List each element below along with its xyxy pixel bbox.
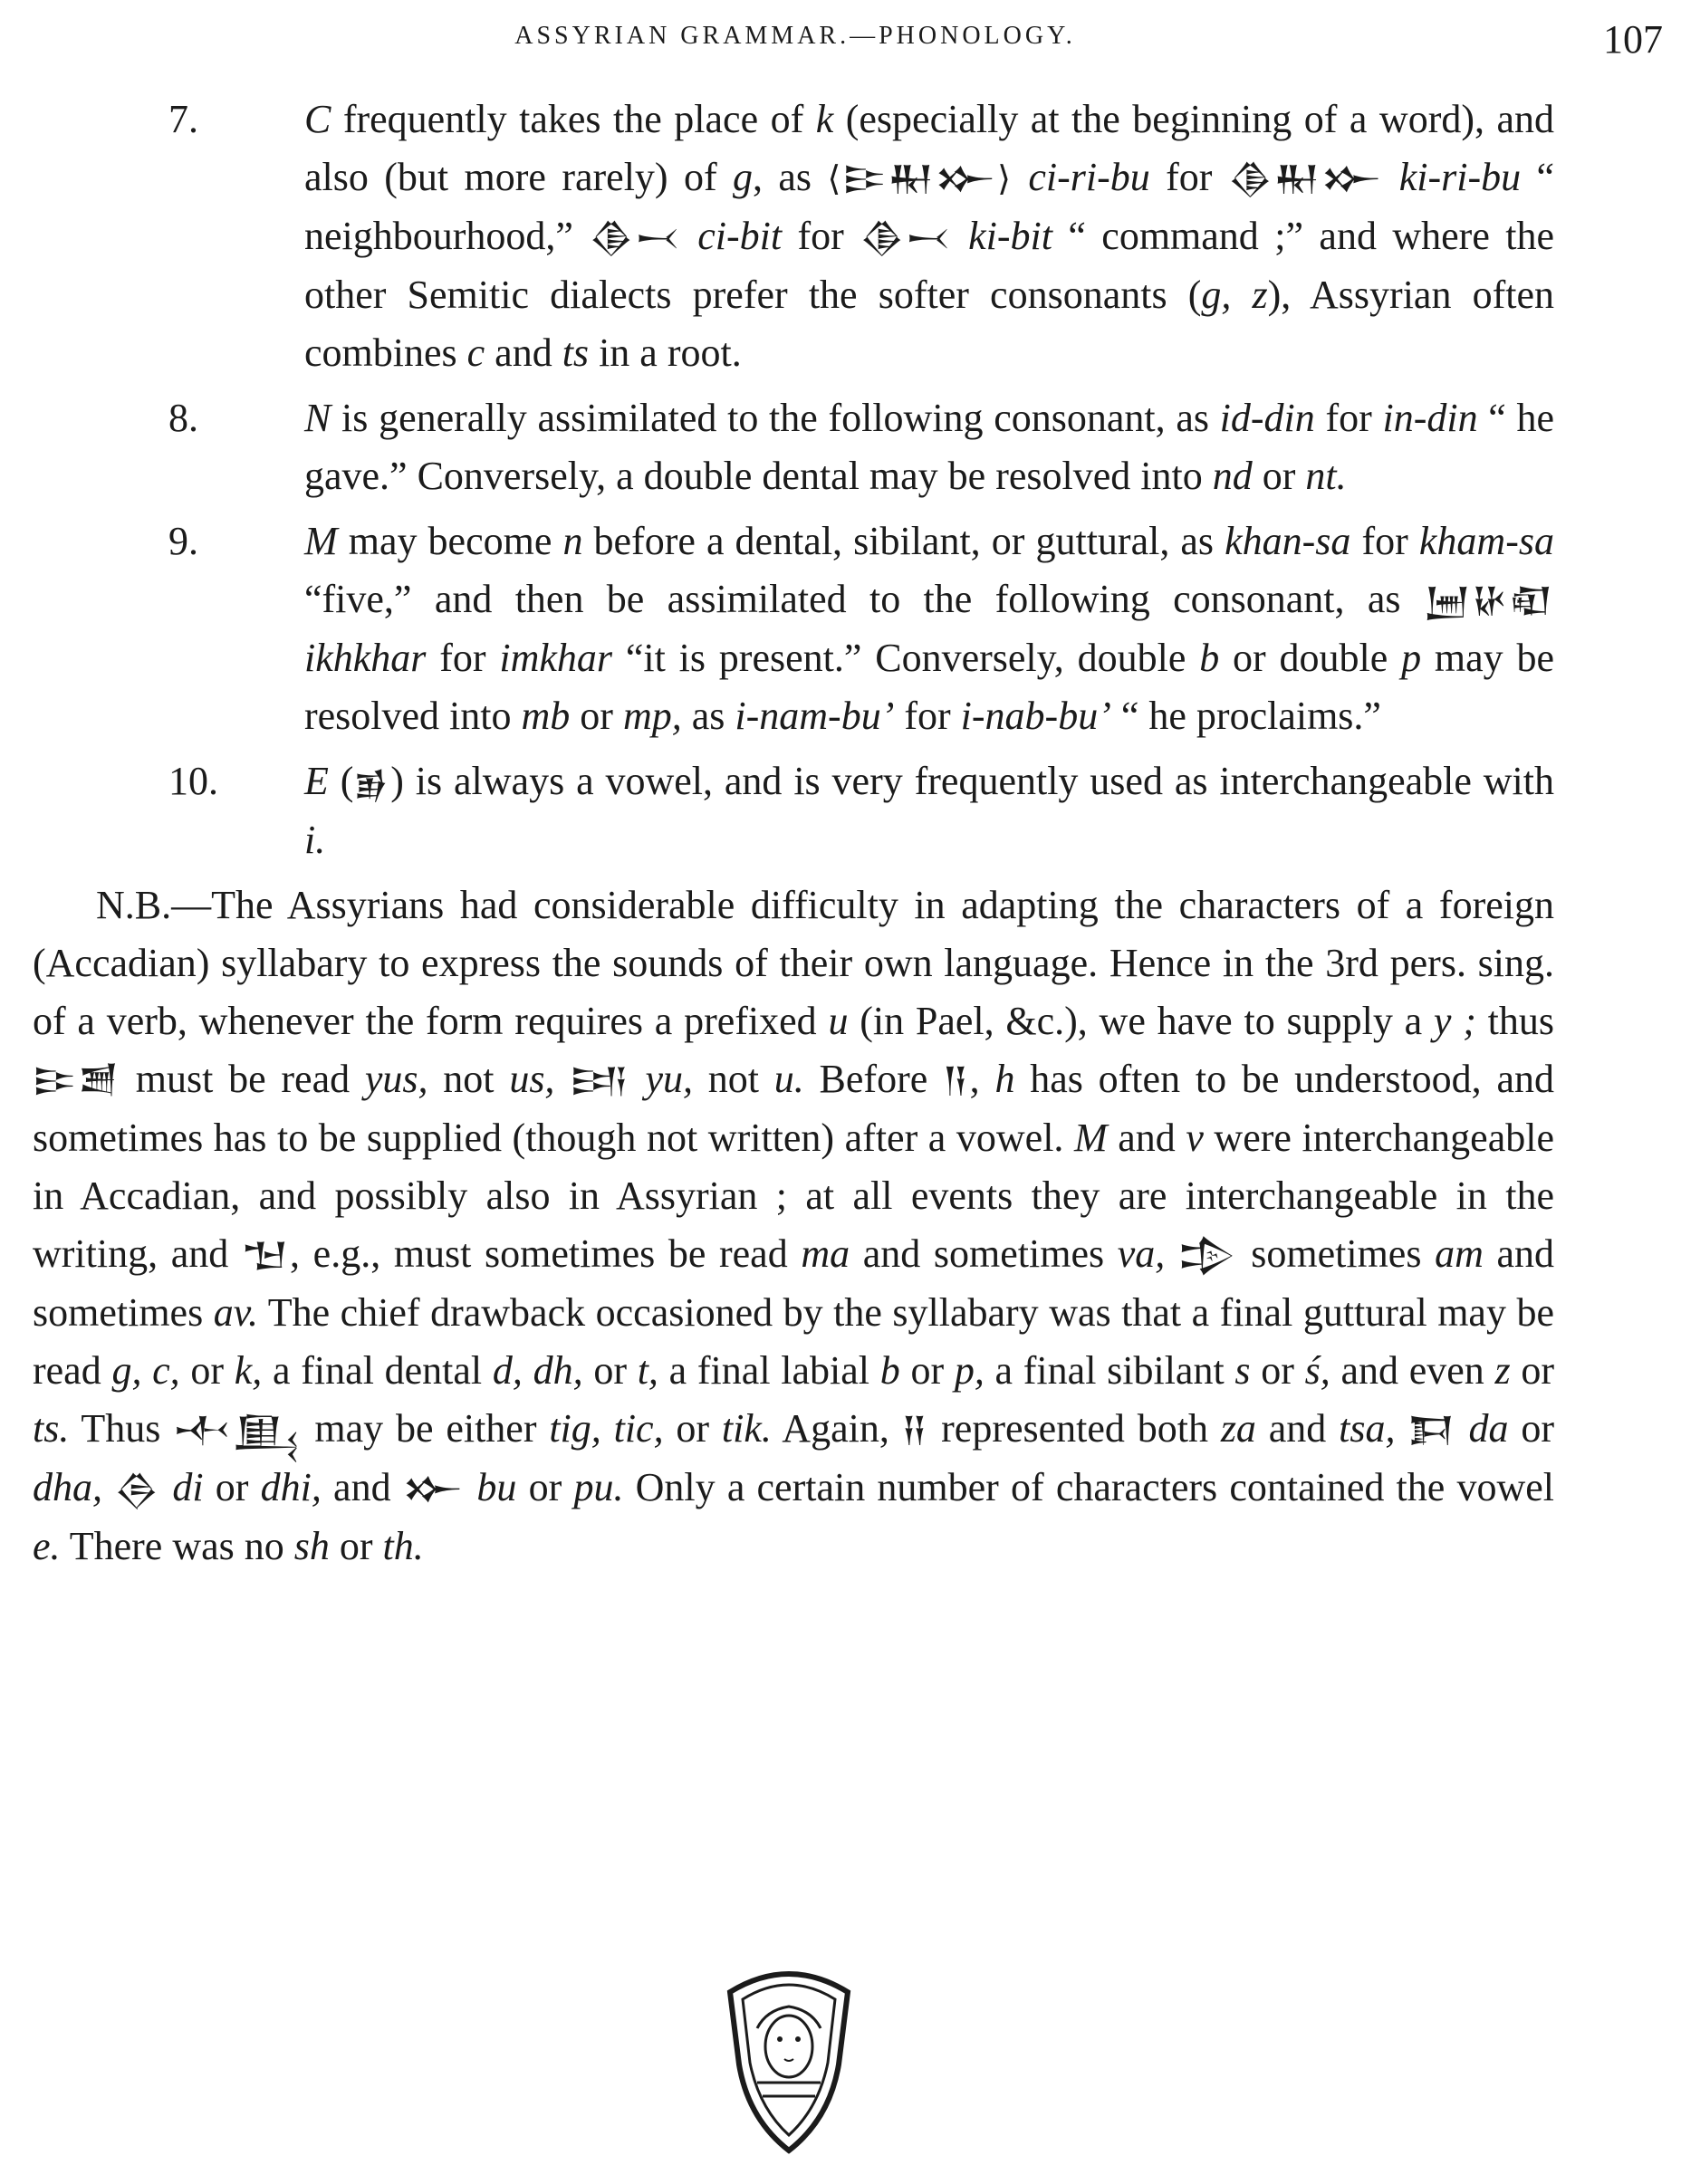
italic-term: c xyxy=(466,330,485,375)
text-run xyxy=(1395,1406,1407,1451)
cuneiform-glyphs: 𒅀 xyxy=(570,1060,630,1100)
text-run xyxy=(1383,155,1398,199)
cuneiform-glyphs: 𒆠𒁁 xyxy=(860,217,953,257)
text-run: were interchangeable in Accadian, and possibly also in Assyrian ; at all events they are interchangeable in the writing, and xyxy=(33,1116,1554,1276)
italic-term: id-din xyxy=(1219,396,1315,440)
item-number: 10. xyxy=(168,759,218,803)
text-run: and even xyxy=(1330,1348,1495,1393)
text-run: “five,” and then be assimilated to the following consonant, as xyxy=(304,577,1424,621)
text-run: There was no xyxy=(60,1524,294,1568)
text-run: or xyxy=(899,1348,955,1393)
text-run: , xyxy=(969,1057,995,1101)
text-run: or xyxy=(516,1465,574,1509)
page-header xyxy=(36,16,1663,71)
text-run: in a root. xyxy=(589,330,742,375)
text-run xyxy=(682,214,697,258)
text-run xyxy=(102,1465,114,1509)
text-run: “ he proclaims.” xyxy=(1110,694,1381,738)
list-item xyxy=(33,389,1554,505)
text-run: for xyxy=(426,636,500,680)
text-run: , e.g., must sometimes be read xyxy=(290,1231,802,1276)
text-run: must be read xyxy=(120,1057,365,1101)
italic-term: yu, xyxy=(645,1057,693,1101)
text-run: thus xyxy=(1475,999,1554,1043)
text-run: or xyxy=(582,1348,638,1393)
italic-term: M xyxy=(1074,1116,1108,1160)
text-run: “ he gave.” Conversely, a double dental may be resolved into xyxy=(304,396,1555,498)
text-run: or xyxy=(570,694,623,738)
tailpiece-ornament-icon xyxy=(721,1956,857,2155)
italic-term: p xyxy=(1401,636,1422,680)
italic-term: v xyxy=(1186,1116,1204,1160)
text-run: “it is present.” Conversely, double xyxy=(612,636,1200,680)
italic-term: M xyxy=(304,519,338,563)
text-run xyxy=(465,1465,476,1509)
text-run: is generally assimilated to the following consonant, as xyxy=(331,396,1220,440)
page-body xyxy=(33,91,1554,1615)
italic-term: in-din xyxy=(1382,396,1478,440)
italic-term: b xyxy=(1199,636,1220,680)
text-run: Thus xyxy=(69,1406,174,1451)
text-run: “ command ;” and where the other Semitic dialects prefer the softer consonants ( xyxy=(304,214,1555,317)
list-item xyxy=(33,752,1554,869)
cuneiform-glyphs: 𒄠 xyxy=(1177,1235,1238,1275)
cuneiform-glyphs: ⟨𒄿𒊑𒁍⟩ xyxy=(827,158,1013,198)
text-run: and xyxy=(1255,1406,1340,1451)
text-run: (especially at the beginning of a word), and also (but more rarely) of xyxy=(304,97,1555,199)
text-run: or xyxy=(1510,1348,1554,1393)
italic-term: ś, xyxy=(1304,1348,1330,1393)
item-number: 8. xyxy=(168,396,198,440)
italic-term: va, xyxy=(1117,1231,1166,1276)
text-run xyxy=(1013,155,1028,199)
italic-term: y ; xyxy=(1433,999,1476,1043)
italic-term: sh xyxy=(293,1524,330,1568)
text-run: “ neighbourhood,” xyxy=(304,155,1555,258)
text-run: ), Assyrian often combines xyxy=(304,273,1555,375)
text-run: for xyxy=(894,694,961,738)
running-head: ASSYRIAN GRAMMAR.—PHONOLOGY. xyxy=(514,22,1076,50)
text-run: or xyxy=(203,1465,261,1509)
italic-term: k xyxy=(815,97,834,141)
text-run xyxy=(554,1057,570,1101)
cuneiform-glyphs: 𒂊 xyxy=(353,762,391,802)
italic-term: ki-ri-bu xyxy=(1398,155,1522,199)
italic-term: ma xyxy=(801,1231,850,1276)
italic-term: g xyxy=(733,155,754,199)
page-number: 107 xyxy=(1603,17,1663,62)
italic-term: dha, xyxy=(33,1465,102,1509)
text-run: The chief drawback occasioned by the syllabary was that a final guttural may be read xyxy=(33,1290,1555,1393)
italic-term: E xyxy=(304,759,329,803)
italic-term: mp, xyxy=(622,694,682,738)
italic-term: imkhar xyxy=(499,636,613,680)
text-run: and sometimes xyxy=(850,1231,1118,1276)
italic-term: za xyxy=(1220,1406,1256,1451)
italic-term: e. xyxy=(33,1524,61,1568)
text-run: N.B.—The Assyrians had considerable difficulty in adapting the characters of a foreign (Accadian) syllabary to express the sounds of their own language. Hence in the 3rd pers. sing. of a verb, whenever the form requires a prefixed xyxy=(33,883,1554,1043)
cuneiform-glyphs: 𒁍 xyxy=(402,1469,466,1509)
cuneiform-glyphs: 𒍝 xyxy=(901,1410,929,1450)
cuneiform-glyphs: 𒋾𒅅 xyxy=(173,1410,303,1450)
italic-term: tsa, xyxy=(1339,1406,1396,1451)
text-run: or xyxy=(329,1524,383,1568)
text-run: not xyxy=(427,1057,510,1101)
text-run: and xyxy=(485,330,562,375)
italic-term: tik. xyxy=(721,1406,772,1451)
nb-paragraph xyxy=(33,876,1554,1576)
italic-term: yus, xyxy=(364,1057,428,1101)
italic-term: k, xyxy=(234,1348,263,1393)
italic-term: i-nam-bu’ xyxy=(735,694,895,738)
italic-term: ki-bit xyxy=(968,214,1052,258)
text-run: frequently takes the place of xyxy=(331,97,816,141)
cuneiform-glyphs: 𒁲 xyxy=(114,1469,161,1509)
text-run: before a dental, sibilant, or guttural, as xyxy=(582,519,1225,563)
italic-term: g, z xyxy=(1201,273,1268,317)
italic-term: khan-sa xyxy=(1225,519,1351,563)
text-run: Before xyxy=(803,1057,944,1101)
italic-term: s xyxy=(1234,1348,1251,1393)
text-run: and xyxy=(321,1465,403,1509)
italic-term: i. xyxy=(304,818,326,862)
italic-term: C xyxy=(304,97,331,141)
text-run: a final labial xyxy=(658,1348,880,1393)
cuneiform-glyphs: 𒈠 xyxy=(241,1235,291,1275)
cuneiform-glyphs: 𒆠𒊑𒁍 xyxy=(1227,158,1384,198)
italic-term: kham-sa xyxy=(1418,519,1554,563)
text-run xyxy=(160,1465,172,1509)
cuneiform-glyphs: 𒄿𒍪 xyxy=(33,1060,120,1100)
item-text xyxy=(304,759,1554,862)
italic-term: nd xyxy=(1212,454,1253,498)
italic-term: pu. xyxy=(573,1465,624,1509)
text-run: a final sibilant xyxy=(984,1348,1235,1393)
italic-term: i-nab-bu’ xyxy=(960,694,1111,738)
italic-term: di xyxy=(172,1465,204,1509)
text-run: or double xyxy=(1219,636,1402,680)
italic-term: av. xyxy=(213,1290,258,1335)
text-run: , as xyxy=(753,155,828,199)
italic-term: mb xyxy=(521,694,571,738)
text-run: and sometimes xyxy=(33,1231,1555,1335)
item-text xyxy=(304,519,1554,738)
italic-term: b xyxy=(879,1348,900,1393)
italic-term: ts. xyxy=(33,1406,70,1451)
text-run: or xyxy=(1508,1406,1555,1451)
text-run: not xyxy=(692,1057,774,1101)
italic-term: ci-ri-bu xyxy=(1028,155,1150,199)
text-run xyxy=(630,1057,646,1101)
italic-term: th. xyxy=(382,1524,424,1568)
cuneiform-glyphs: 𒆠𒁁 xyxy=(589,217,682,257)
text-run: a final dental xyxy=(262,1348,493,1393)
italic-term: g, c, xyxy=(111,1348,180,1393)
text-run: has often to be understood, and sometimes has to be supplied (though not written) after a vowel. xyxy=(33,1057,1554,1160)
italic-term: nt. xyxy=(1305,454,1347,498)
cuneiform-glyphs: 𒀀 xyxy=(943,1060,970,1100)
list-item xyxy=(33,91,1554,382)
italic-term: u xyxy=(828,999,849,1043)
italic-term: t, xyxy=(637,1348,658,1393)
text-run: represented both xyxy=(928,1406,1221,1451)
text-run: may be resolved into xyxy=(304,636,1555,738)
italic-term: ci-bit xyxy=(697,214,783,258)
italic-term: am xyxy=(1435,1231,1484,1276)
item-text xyxy=(304,97,1554,375)
text-run: (in Pael, &c.), we have to supply a xyxy=(848,999,1434,1043)
italic-term: u. xyxy=(773,1057,804,1101)
italic-term: ikhkhar xyxy=(304,636,427,680)
text-run: ) is always a vowel, and is very frequently used as interchangeable with xyxy=(390,759,1554,803)
text-run xyxy=(953,214,968,258)
italic-term: da xyxy=(1468,1406,1509,1451)
text-run: and xyxy=(1107,1116,1186,1160)
text-run: sometimes xyxy=(1237,1231,1436,1276)
text-run: may become xyxy=(337,519,563,563)
list-item xyxy=(33,512,1554,745)
cuneiform-glyphs: 𒁕 xyxy=(1407,1410,1456,1450)
text-run: may be either xyxy=(302,1406,550,1451)
italic-term: n xyxy=(562,519,583,563)
cuneiform-glyphs: 𒅁𒄩𒊏 xyxy=(1423,580,1554,620)
italic-term: d, dh, xyxy=(492,1348,583,1393)
text-run: as xyxy=(681,694,735,738)
italic-term: z xyxy=(1494,1348,1511,1393)
italic-term: N xyxy=(304,396,331,440)
text-run: Again, xyxy=(771,1406,902,1451)
text-run: or xyxy=(663,1406,722,1451)
text-run: or xyxy=(1250,1348,1305,1393)
text-run xyxy=(1456,1406,1469,1451)
item-number: 9. xyxy=(168,519,198,563)
item-number: 7. xyxy=(168,97,198,141)
text-run: for xyxy=(1149,155,1228,199)
italic-term: p, xyxy=(954,1348,985,1393)
text-run: or xyxy=(1252,454,1306,498)
text-run: for xyxy=(1350,519,1419,563)
text-run: or xyxy=(179,1348,235,1393)
italic-term: tig, tic, xyxy=(549,1406,664,1451)
italic-term: bu xyxy=(476,1465,517,1509)
text-run: for xyxy=(1314,396,1383,440)
text-run: ( xyxy=(328,759,354,803)
italic-term: us, xyxy=(509,1057,555,1101)
italic-term: ts xyxy=(562,330,590,375)
text-run: for xyxy=(782,214,860,258)
text-run xyxy=(1165,1231,1178,1276)
italic-term: h xyxy=(994,1057,1015,1101)
text-run: Only a certain number of characters contained the vowel xyxy=(623,1465,1555,1509)
italic-term: dhi, xyxy=(260,1465,322,1509)
item-text xyxy=(304,396,1554,498)
